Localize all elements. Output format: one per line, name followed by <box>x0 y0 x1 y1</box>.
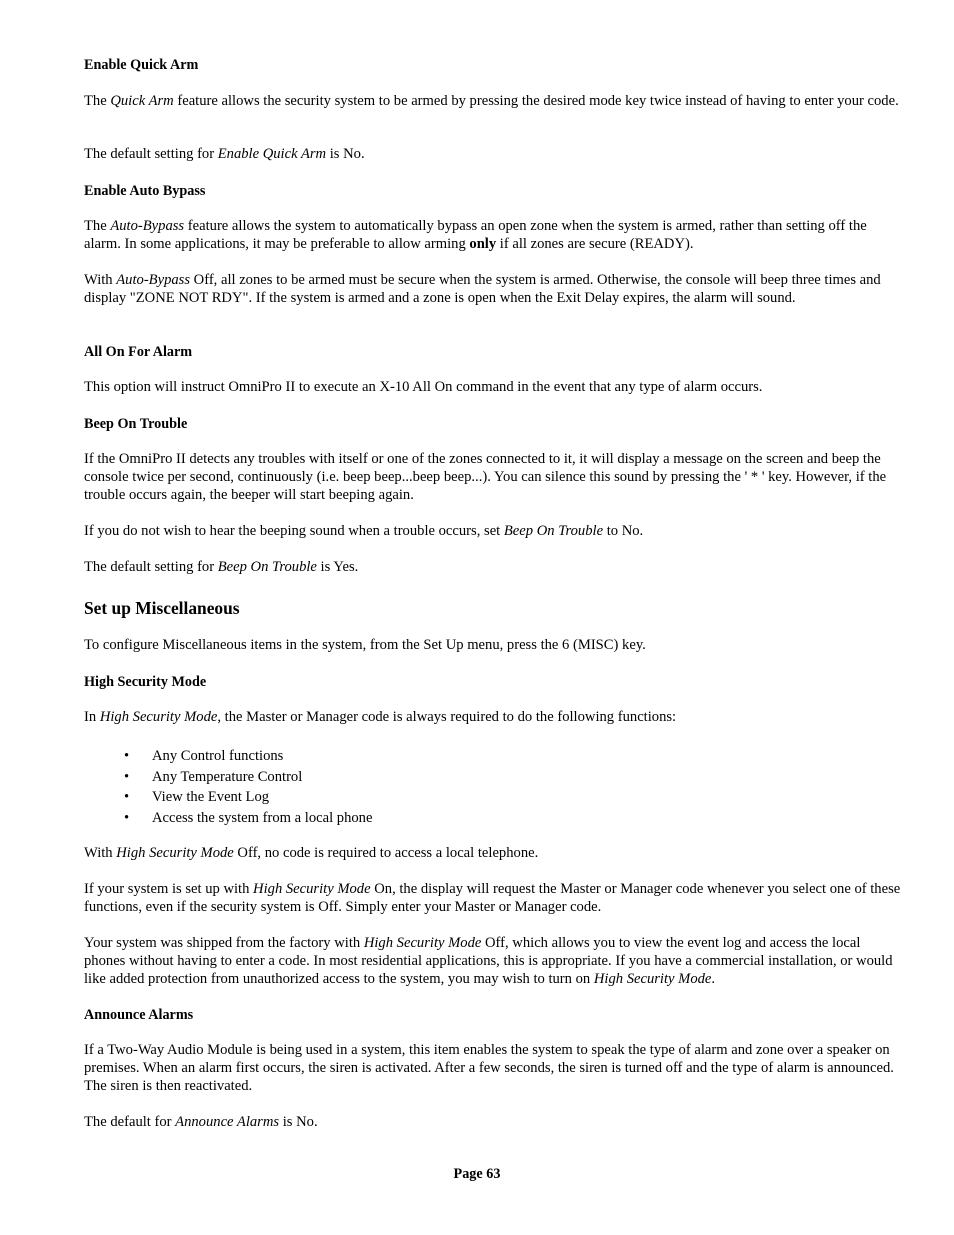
bullet-icon: • <box>124 768 130 785</box>
list-item: • View the Event Log <box>124 789 270 806</box>
paragraph-all-on-description: This option will instruct OmniPro II to execute an X-10 All On command in the event that any type of alarm occurs. <box>84 379 763 395</box>
paragraph-quick-arm-default: The default setting for Enable Quick Arm is No. <box>84 146 365 162</box>
heading-set-up-miscellaneous: Set up Miscellaneous <box>84 598 240 618</box>
list-item: • Any Temperature Control <box>124 768 303 785</box>
heading-enable-auto-bypass: Enable Auto Bypass <box>84 183 206 199</box>
paragraph-beep-trouble-disable: If you do not wish to hear the beeping sound when a trouble occurs, set Beep On Trouble to No. <box>84 523 644 539</box>
paragraph-misc-description: To configure Miscellaneous items in the system, from the Set Up menu, press the 6 (MISC) key. <box>84 637 646 653</box>
heading-announce-alarms: Announce Alarms <box>84 1007 194 1023</box>
list-item: • Access the system from a local phone <box>124 810 373 827</box>
high-security-function-list <box>84 747 904 830</box>
paragraph-beep-trouble-default: The default setting for Beep On Trouble is Yes. <box>84 559 359 575</box>
paragraph-announce-description: If a Two-Way Audio Module is being used in a system, this item enables the system to speak the type of alarm and zone over a speaker on premises. When an alarm first occurs, the siren is activated. After a few seconds, the siren is turned off and the type of alarm is announced. The siren is then reactivated. <box>84 1042 894 1094</box>
paragraph-high-security-off: With High Security Mode Off, no code is required to access a local telephone. <box>84 845 539 861</box>
paragraph-high-security-factory: Your system was shipped from the factory with High Security Mode Off, which allows you to view the event log and access the local phones without having to enter a code. In most residential applications, this is appropriate. If you have a commercial installation, or would like added protection from unauthorized access to the system, you may wish to turn on High Security Mode. <box>84 935 893 987</box>
paragraph-high-security-on: If your system is set up with High Security Mode On, the display will request the Master or Manager code whenever you select one of these functions, even if the security system is Off. Simply enter your Master or Manager code. <box>84 881 901 915</box>
list-item: • Any Control functions <box>124 748 284 764</box>
bullet-icon: • <box>124 789 130 806</box>
heading-all-on-for-alarm: All On For Alarm <box>84 344 193 360</box>
heading-enable-quick-arm: Enable Quick Arm <box>84 57 199 73</box>
paragraph-quick-arm-description: The Quick Arm feature allows the security system to be armed by pressing the desired mode key twice instead of having to enter your code. <box>84 93 899 109</box>
paragraph-beep-trouble-description: If the OmniPro II detects any troubles with itself or one of the zones connected to it, it will display a message on the screen and beep the console twice per second, continuously (i.e. beep beep...beep beep...). You can silence this sound by pressing the ' * ' key. However, if the trouble occurs again, the beeper will start beeping again. <box>84 451 887 503</box>
bullet-icon: • <box>124 810 130 827</box>
paragraph-high-security-intro: In High Security Mode, the Master or Manager code is always required to do the following functions: <box>84 709 677 725</box>
heading-high-security-mode: High Security Mode <box>84 674 207 690</box>
paragraph-announce-default: The default for Announce Alarms is No. <box>84 1114 318 1130</box>
bullet-icon: • <box>124 748 130 764</box>
page-number: Page 63 <box>453 1166 501 1182</box>
paragraph-auto-bypass-description: The Auto-Bypass feature allows the system to automatically bypass an open zone when the system is armed, rather than setting off the alarm. In some applications, it may be preferable to allow arming only if all zones are secure (READY). <box>84 218 867 252</box>
paragraph-auto-bypass-off: With Auto-Bypass Off, all zones to be armed must be secure when the system is armed. Otherwise, the console will beep three times and display "ZONE NOT RDY". If the system is armed and a zone is open when the Exit Delay expires, the alarm will sound. <box>84 272 881 306</box>
heading-beep-on-trouble: Beep On Trouble <box>84 416 188 432</box>
